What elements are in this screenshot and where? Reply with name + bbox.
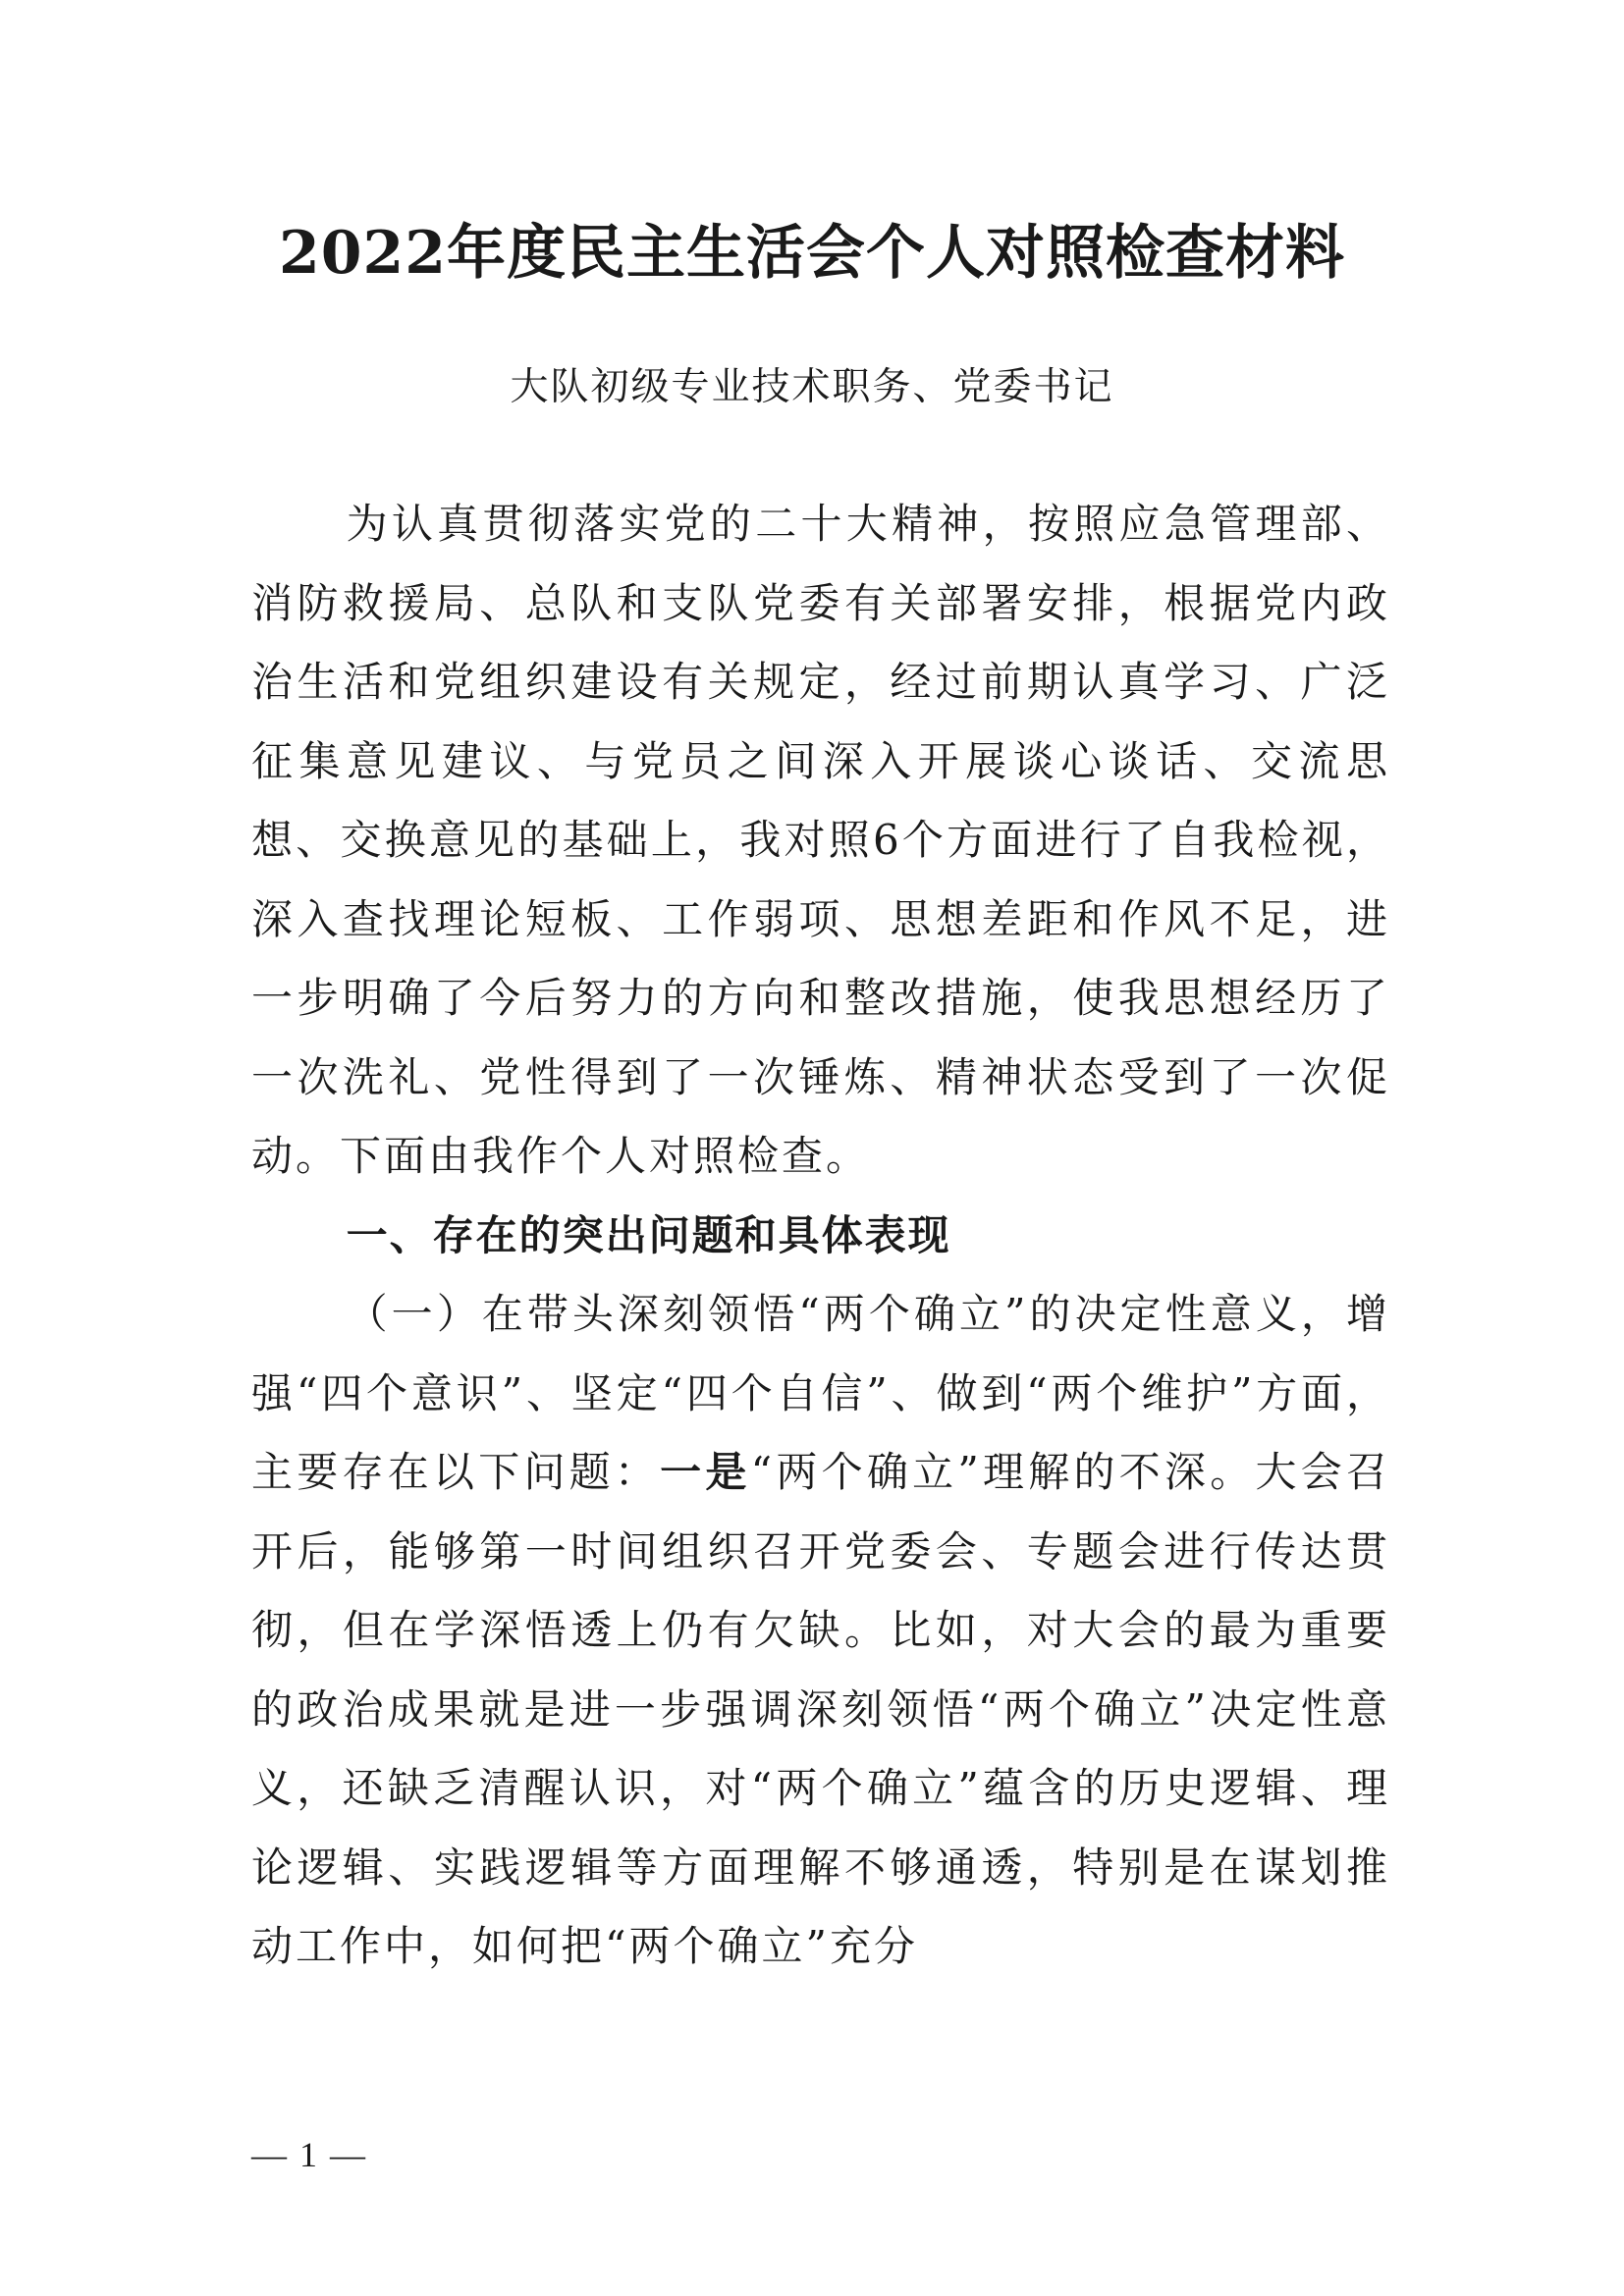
paragraph-text: “两个确立”理解的不深。大会召开后，能够第一时间组织召开党委会、专题会进行传达贯彻，但在学深悟透上仍有欠缺。比如，对大会的最为重要的政治成果就是进一步强调深刻领悟“两个确立”决定性意义，还缺乏清醒认识，对“两个确立”蕴含的历史逻辑、理论逻辑、实践逻辑等方面理解不够通透，特别是在谋划推动工作中，如何把“两个确立”充分 bbox=[251, 1448, 1390, 1970]
document-subtitle: 大队初级专业技术职务、党委书记 bbox=[510, 365, 1114, 409]
emphasis-label: 一是 bbox=[660, 1448, 751, 1496]
body-paragraph bbox=[251, 1275, 1390, 1987]
page-number: — 1 — bbox=[251, 2135, 367, 2174]
document-title: 2022年度民主生活会个人对照检查材料 bbox=[279, 219, 1345, 288]
document-body bbox=[251, 485, 1390, 1987]
paragraph-lead-text: （一）在带头深刻领悟“两个确立”的决定性意义，增强“四个意识”、坚定“四个自信”、做到“两个维护”方面，主要存在以下问题： bbox=[251, 1290, 1390, 1496]
section-heading: 一、存在的突出问题和具体表现 bbox=[346, 1210, 951, 1259]
body-paragraph: 为认真贯彻落实党的二十大精神，按照应急管理部、消防救援局、总队和支队党委有关部署安排，根据党内政治生活和党组织建设有关规定，经过前期认真学习、广泛征集意见建议、与党员之间深入开展谈心谈话、交流思想、交换意见的基础上，我对照6个方面进行了自我检视，深入查找理论短板、工作弱项、思想差距和作风不足，进一步明确了今后努力的方向和整改措施，使我思想经历了一次洗礼、党性得到了一次锤炼、精神状态受到了一次促动。下面由我作个人对照检查。 bbox=[251, 500, 1390, 1180]
